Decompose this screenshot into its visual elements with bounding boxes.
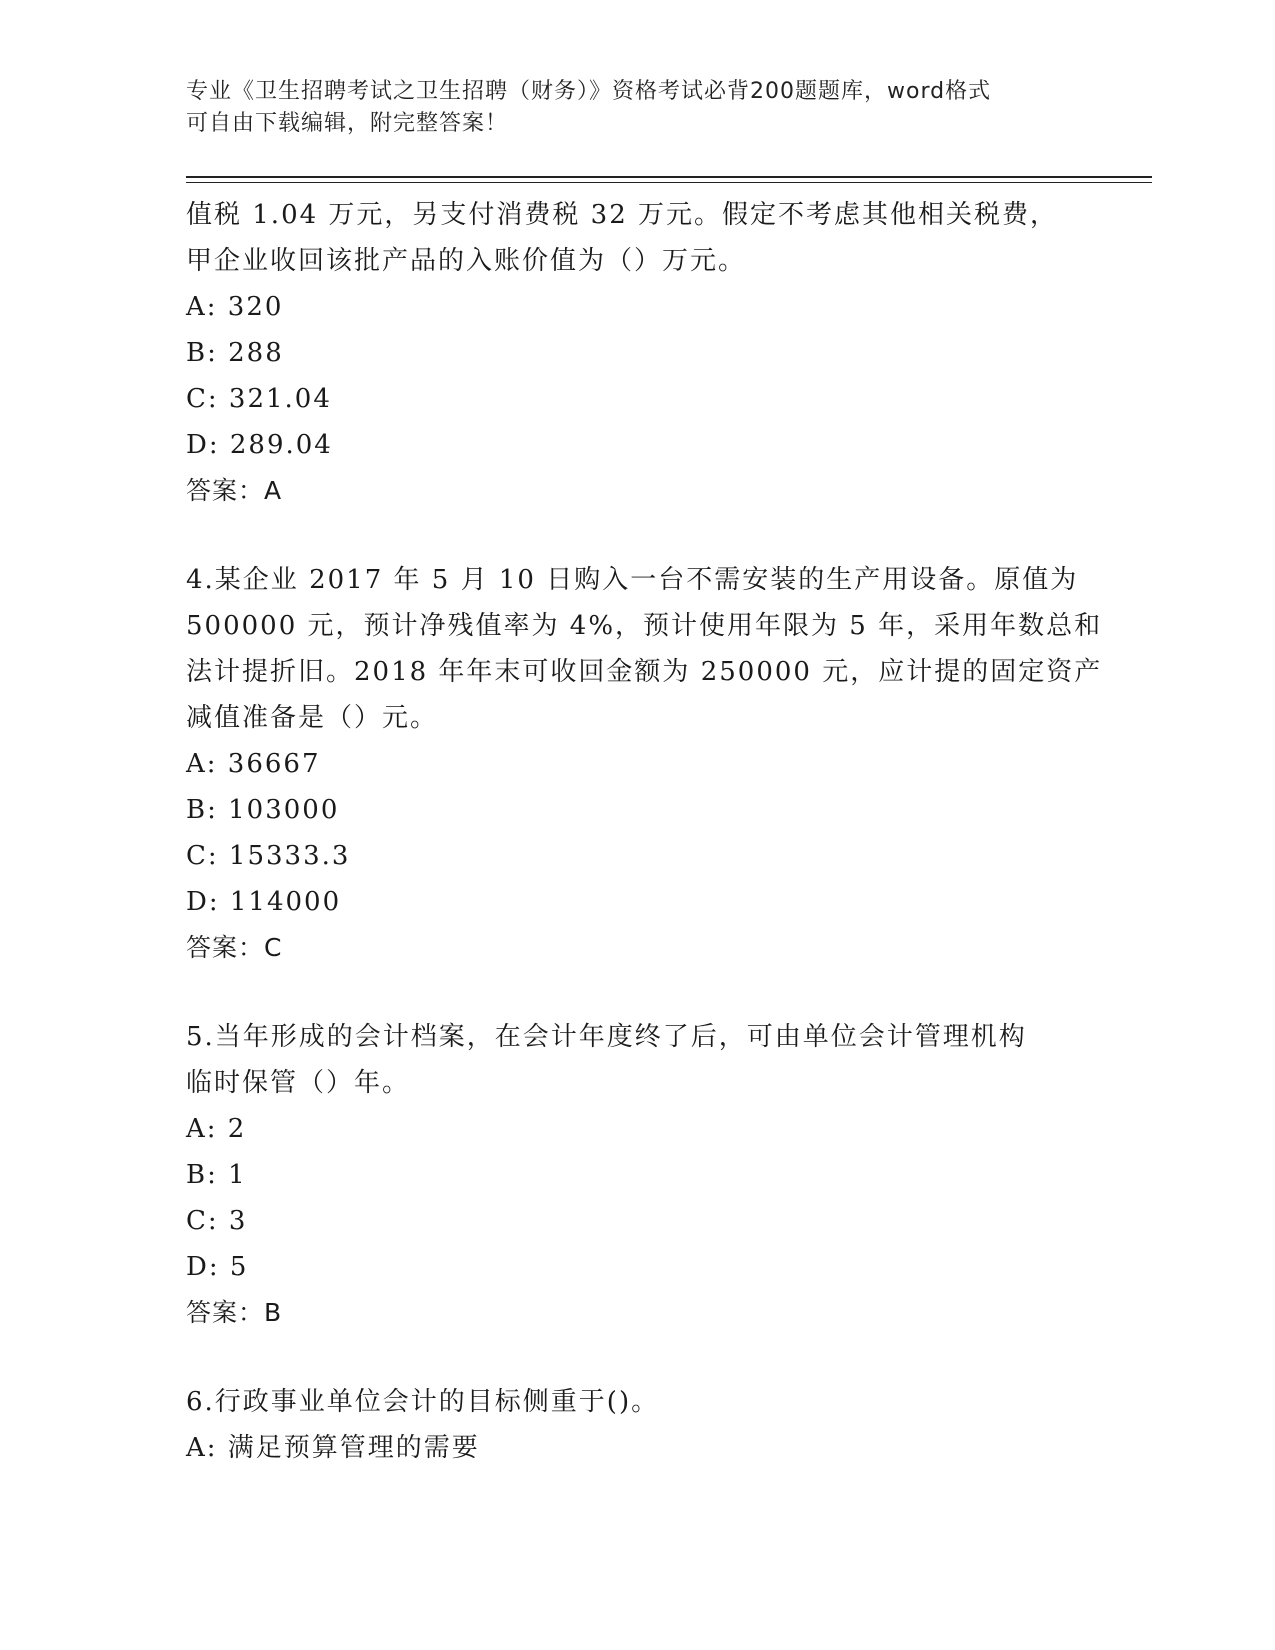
option-b: B: 103000: [186, 795, 340, 825]
answer-label: 答案：A: [186, 476, 283, 505]
question-text-line: 5.当年形成的会计档案，在会计年度终了后，可由单位会计管理机构: [186, 1022, 1027, 1052]
question-text-line: 临时保管（）年。: [186, 1068, 411, 1098]
question-text-line: 6.行政事业单位会计的目标侧重于()。: [186, 1387, 660, 1417]
header-divider-thick: [186, 176, 1152, 178]
question-4: [186, 557, 1103, 971]
option-d: D: 5: [186, 1252, 249, 1282]
option-c: C: 15333.3: [186, 841, 351, 871]
option-c: C: 3: [186, 1206, 248, 1236]
question-6: [186, 1379, 1086, 1471]
question-text-line: 值税 1.04 万元，另支付消费税 32 万元。假定不考虑其他相关税费，: [186, 200, 1059, 230]
header-line-2: 可自由下载编辑，附完整答案！: [186, 111, 509, 136]
question-5: [186, 1014, 1086, 1336]
document-header: [186, 76, 1086, 140]
option-d: D: 114000: [186, 887, 342, 917]
question-3: [186, 192, 1086, 514]
option-a: A: 满足预算管理的需要: [186, 1433, 480, 1463]
option-c: C: 321.04: [186, 384, 332, 414]
option-a: A: 320: [186, 292, 284, 322]
question-text-line: 500000 元，预计净残值率为 4%，预计使用年限为 5 年，采用年数总和: [186, 611, 1103, 641]
option-a: A: 36667: [186, 749, 321, 779]
question-text-line: 甲企业收回该批产品的入账价值为（）万元。: [186, 246, 747, 276]
question-text-line: 4.某企业 2017 年 5 月 10 日购入一台不需安装的生产用设备。原值为: [186, 565, 1079, 595]
answer-label: 答案：C: [186, 933, 283, 962]
option-b: B: 1: [186, 1160, 247, 1190]
answer-label: 答案：B: [186, 1298, 283, 1327]
spacer: [186, 971, 1086, 1014]
question-text-line: 法计提折旧。2018 年年末可收回金额为 250000 元，应计提的固定资产: [186, 657, 1103, 687]
option-a: A: 2: [186, 1114, 247, 1144]
question-list: [186, 192, 1103, 1471]
spacer: [186, 514, 1086, 557]
spacer: [186, 1336, 1086, 1379]
question-text-line: 减值准备是（）元。: [186, 703, 439, 733]
header-divider-thin: [186, 182, 1152, 183]
option-d: D: 289.04: [186, 430, 333, 460]
header-line-1: 专业《卫生招聘考试之卫生招聘（财务）》资格考试必背200题题库，word格式: [186, 79, 992, 104]
option-b: B: 288: [186, 338, 284, 368]
